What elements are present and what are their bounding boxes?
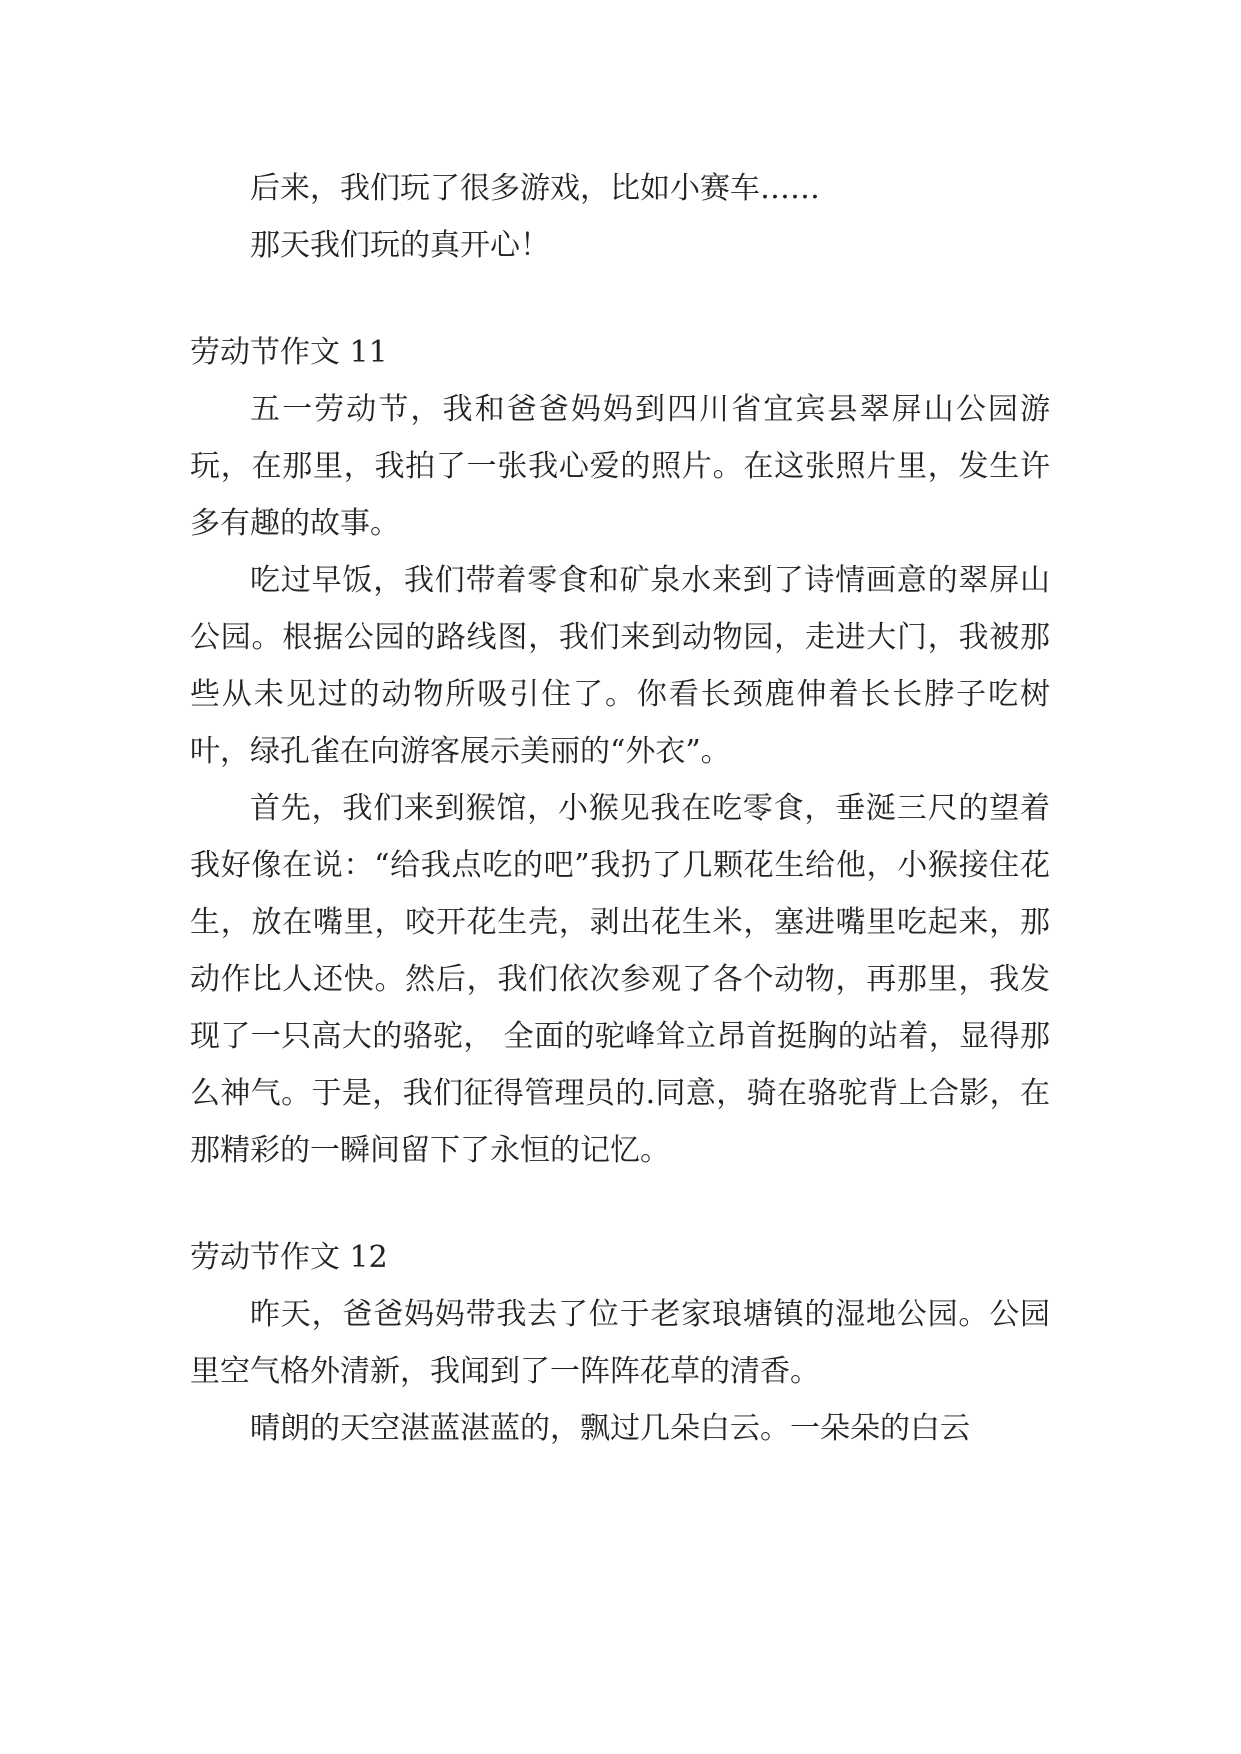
document-body [190, 160, 1050, 1457]
essay-11-paragraph-1: 五一劳动节，我和爸爸妈妈到四川省宜宾县翠屏山公园游玩，在那里，我拍了一张我心爱的照片。在这张照片里，发生许多有趣的故事。 [190, 392, 1050, 541]
section-gap [190, 274, 1050, 324]
essay-11-title: 劳动节作文 11 [190, 335, 388, 370]
intro-paragraph-2: 那天我们玩的真开心！ [250, 228, 550, 263]
essay-11-paragraph-2: 吃过早饭，我们带着零食和矿泉水来到了诗情画意的翠屏山公园。根据公园的路线图，我们来到动物园，走进大门，我被那些从未见过的动物所吸引住了。你看长颈鹿伸着长长脖子吃树叶，绿孔雀在向游客展示美丽的“外衣”。 [190, 563, 1050, 769]
essay-12-paragraph-1: 昨天，爸爸妈妈带我去了位于老家琅塘镇的湿地公园。公园里空气格外清新，我闻到了一阵阵花草的清香。 [190, 1297, 1050, 1389]
essay-12-paragraph-2: 晴朗的天空湛蓝湛蓝的，飘过几朵白云。一朵朵的白云 [250, 1411, 970, 1446]
essay-12-title: 劳动节作文 12 [190, 1240, 388, 1275]
essay-11-paragraph-3: 首先，我们来到猴馆，小猴见我在吃零食，垂涎三尺的望着我好像在说：“给我点吃的吧”我扔了几颗花生给他，小猴接住花生，放在嘴里，咬开花生壳，剥出花生米，塞进嘴里吃起来，那动作比人还快。然后，我们依次参观了各个动物，再那里，我发现了一只高大的骆驼， 全面的驼峰耸立昂首挺胸的站着，显得那么神气。于是，我们征得管理员的.同意，骑在骆驼背上合影，在那精彩的一瞬间留下了永恒的记忆。 [190, 791, 1050, 1168]
intro-paragraph-1: 后来，我们玩了很多游戏，比如小赛车…… [250, 171, 820, 206]
section-gap [190, 1179, 1050, 1229]
